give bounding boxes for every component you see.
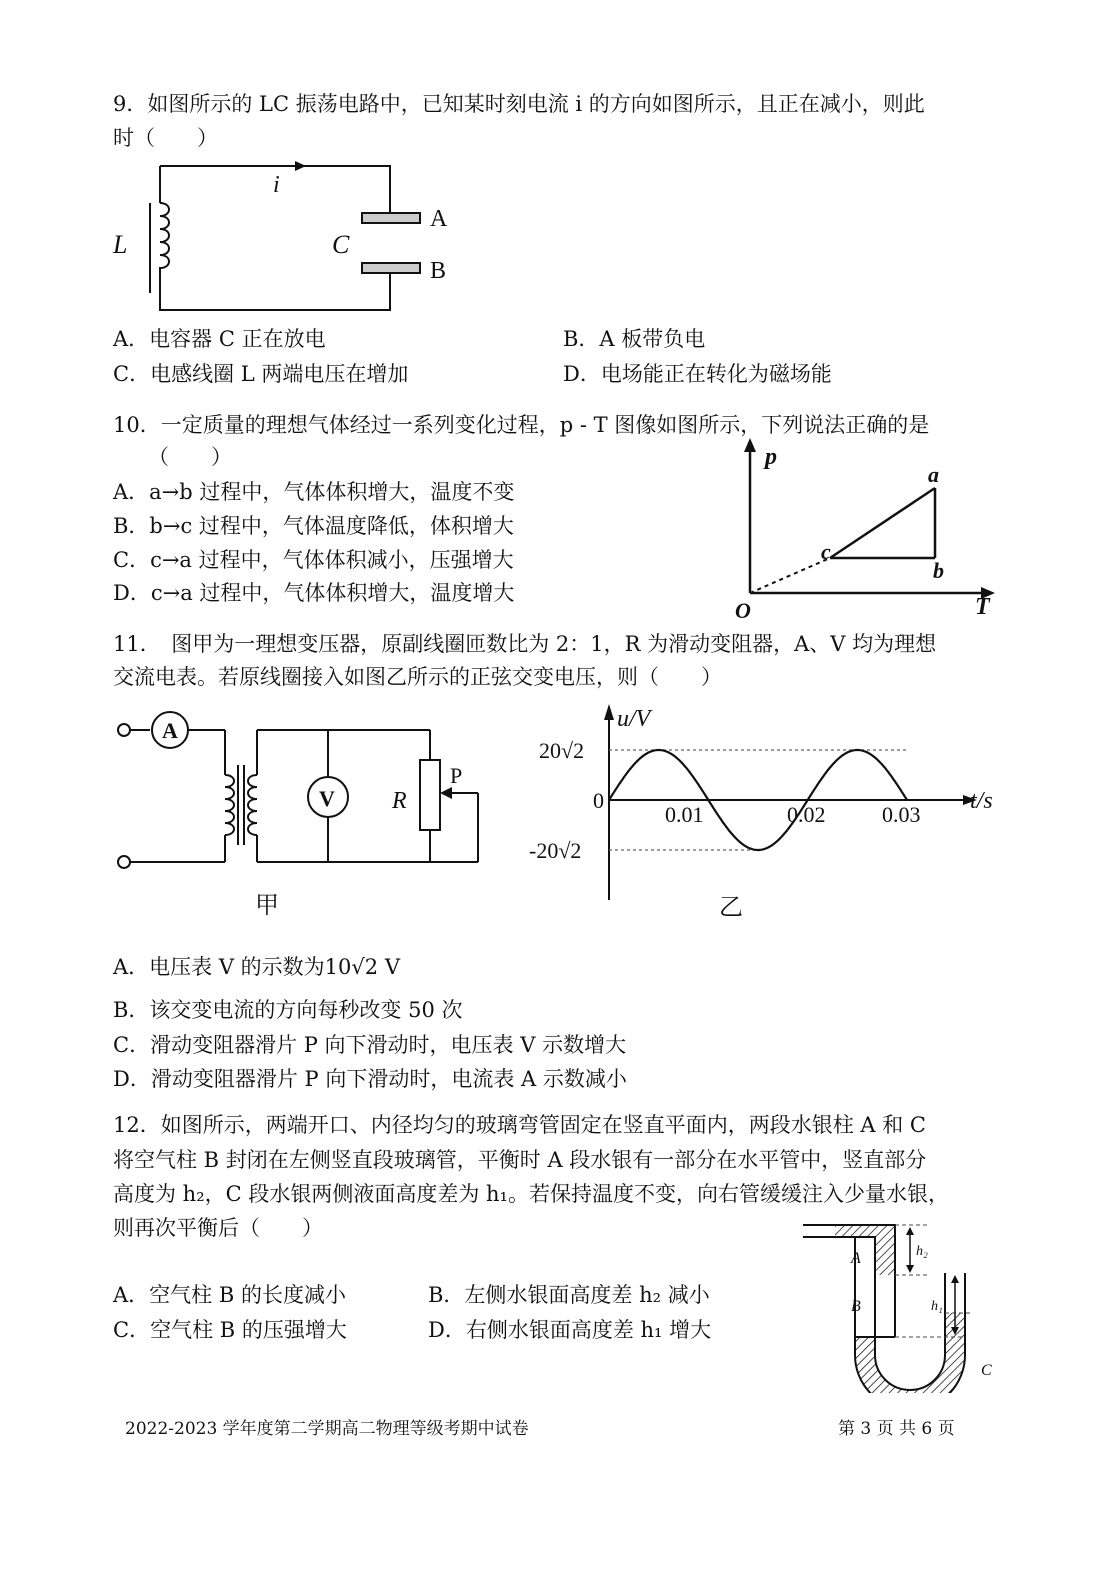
slider-arrow-icon [440, 787, 452, 799]
q11-stem-line2: 交流电表。若原线圈接入如图乙所示的正弦交变电压，则（ ） [113, 665, 722, 689]
capacitor-plate-a [362, 213, 420, 223]
caption-jia: 甲 [255, 893, 279, 919]
x-tick-0-03: 0.03 [882, 802, 921, 827]
q10-option-c: C．c→a 过程中，气体体积减小，压强增大 [113, 548, 514, 572]
q12-option-a: A．空气柱 B 的长度减小 [113, 1283, 346, 1307]
q10-stem-line2: （ ） [148, 445, 232, 469]
p-t-graph [725, 438, 1000, 626]
label-c: C [981, 1362, 992, 1379]
label-a: A [851, 1250, 861, 1267]
q9-stem-line2: 时（ ） [113, 126, 218, 150]
q10-option-b: B．b→c 过程中，气体温度降低，体积增大 [113, 514, 514, 538]
q10-option-a: A．a→b 过程中，气体体积增大，温度不变 [113, 480, 515, 504]
label-c: C [332, 230, 350, 259]
voltage-sine-chart [515, 700, 1010, 925]
q9-option-d: D．电场能正在转化为磁场能 [563, 362, 832, 386]
mercury-a-horizontal [835, 1225, 895, 1237]
x-tick-0-01: 0.01 [665, 802, 704, 827]
q9-option-b: B．A 板带负电 [563, 327, 706, 351]
q12-option-c: C．空气柱 B 的压强增大 [113, 1318, 347, 1342]
u-axis-arrow-icon [604, 704, 614, 720]
current-arrow-icon [295, 161, 306, 171]
q11-stem-line1: 11． 图甲为一理想变压器，原副线圈匝数比为 2：1，R 为滑动变阻器，A、V 均为理想 [113, 632, 937, 656]
label-h2: h₂ [916, 1244, 928, 1259]
label-h1: h₁ [931, 1299, 943, 1314]
y-tick-neg: -20√2 [529, 838, 582, 863]
footer-page-number: 第 3 页 共 6 页 [838, 1419, 955, 1439]
x-tick-0-02: 0.02 [787, 802, 826, 827]
transformer-circuit-figure [110, 705, 500, 925]
p-axis-label: p [765, 444, 777, 470]
label-plate-a: A [430, 206, 448, 232]
q9-stem-line1: 9．如图所示的 LC 振荡电路中，已知某时刻电流 i 的方向如图所示，且正在减小，则此 [113, 92, 925, 116]
mercury-a-vertical [875, 1237, 895, 1275]
q12-option-d: D．右侧水银面高度差 h₁ 增大 [428, 1318, 712, 1342]
ammeter-label: A [162, 718, 178, 743]
point-c-label: c [821, 539, 831, 564]
q12-stem-line3: 高度为 h₂，C 段水银两侧液面高度差为 h₁。若保持温度不变，向右管缓缓注入少量水银， [113, 1182, 949, 1206]
label-plate-b: B [430, 258, 447, 284]
q11-option-d: D．滑动变阻器滑片 P 向下滑动时，电流表 A 示数减小 [113, 1067, 627, 1091]
origin-label: O [735, 598, 751, 623]
caption-yi: 乙 [719, 895, 743, 921]
q11-option-b: B．该交变电流的方向每秒改变 50 次 [113, 998, 463, 1022]
q11-option-c: C．滑动变阻器滑片 P 向下滑动时，电压表 V 示数增大 [113, 1033, 627, 1057]
mercury-c-bend [855, 1337, 965, 1393]
y-tick-zero: 0 [593, 788, 604, 813]
h1-arrow-up-icon [951, 1275, 959, 1283]
u-tube-figure [795, 1215, 1005, 1393]
q10-option-d: D．c→a 过程中，气体体积增大，温度增大 [113, 581, 515, 605]
slider-p-label: P [450, 763, 463, 788]
point-b-label: b [933, 558, 944, 583]
q12-stem-line2: 将空气柱 B 封闭在左侧竖直段玻璃管，平衡时 A 段水银有一部分在水平管中，竖直部分 [113, 1148, 927, 1172]
q10-stem-line1: 10．一定质量的理想气体经过一系列变化过程，p - T 图像如图所示，下列说法正确的是 [113, 413, 930, 437]
y-tick-pos: 20√2 [539, 738, 585, 763]
q12-stem-line1: 12．如图所示，两端开口、内径均匀的玻璃弯管固定在竖直平面内，两段水银柱 A 和 C [113, 1113, 926, 1137]
q12-stem-line4: 则再次平衡后（ ） [113, 1216, 323, 1240]
p-axis-arrow-icon [744, 438, 756, 452]
q12-option-b: B．左侧水银面高度差 h₂ 减小 [428, 1283, 710, 1307]
voltmeter-label: V [319, 786, 335, 811]
label-l: L [113, 230, 128, 259]
q11-option-a: A．电压表 V 的示数为10√2 V [113, 955, 400, 979]
label-b: B [851, 1298, 861, 1315]
label-i: i [273, 172, 280, 198]
x-axis-label: t/s [970, 788, 993, 814]
lc-circuit-figure [110, 158, 480, 328]
capacitor-plate-b [362, 263, 420, 273]
h2-arrow-down-icon [906, 1265, 914, 1273]
t-axis-label: T [975, 594, 990, 620]
h2-arrow-up-icon [906, 1227, 914, 1235]
q9-option-c: C．电感线圈 L 两端电压在增加 [113, 362, 409, 386]
footer-title: 2022-2023 学年度第二学期高二物理等级考期中试卷 [125, 1419, 529, 1439]
resistor-label: R [392, 788, 407, 814]
y-axis-label: u/V [617, 706, 651, 732]
q9-option-a: A．电容器 C 正在放电 [113, 327, 326, 351]
point-a-label: a [928, 462, 939, 487]
